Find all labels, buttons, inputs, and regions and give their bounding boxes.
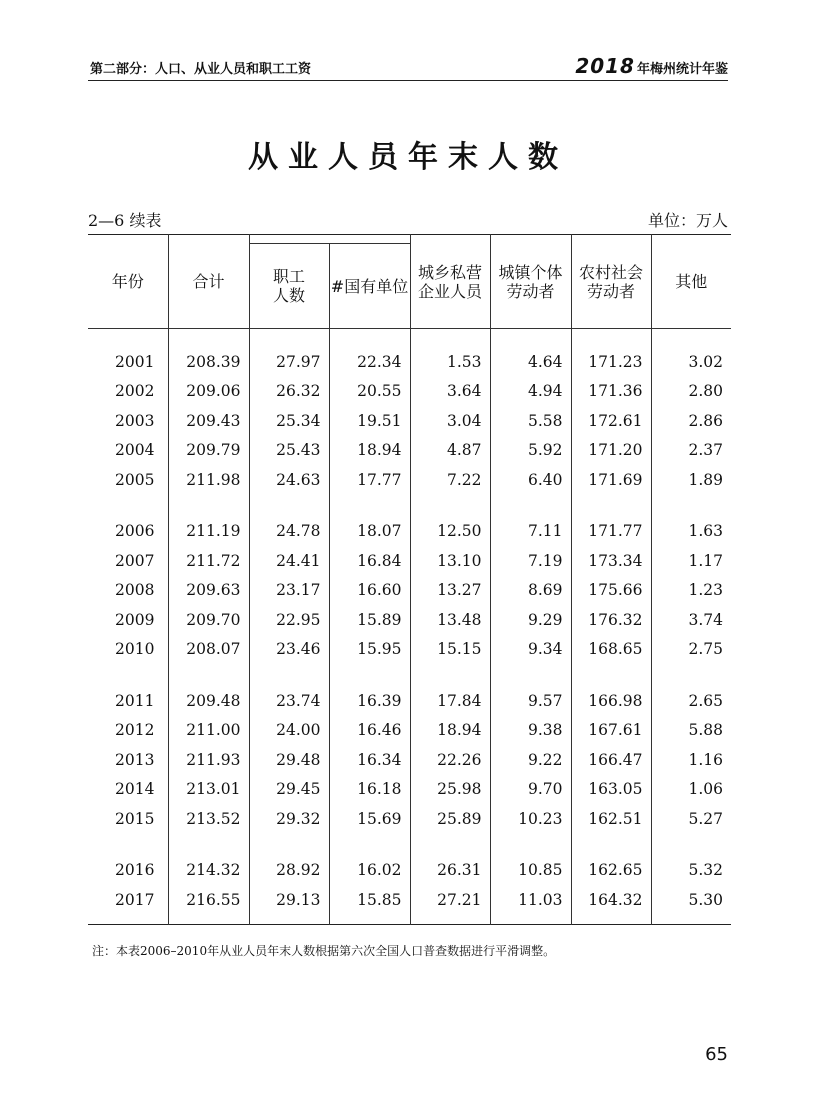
col-header-staff-line2: 人数 — [272, 286, 305, 305]
col-header-state: #国有单位 — [329, 244, 410, 329]
table-cell: 3.64 — [410, 377, 490, 407]
table-cell: 2.86 — [651, 406, 731, 436]
spacer-row — [88, 495, 731, 517]
col-header-individual-line2: 劳动者 — [506, 281, 555, 301]
table-cell: 172.61 — [571, 406, 651, 436]
table-cell: 24.63 — [249, 465, 329, 495]
col-header-private-line1: 城乡私营 — [417, 262, 482, 282]
table-cell: 5.92 — [490, 436, 571, 466]
table-cell: 1.06 — [651, 775, 731, 805]
col-header-year: 年份 — [111, 272, 144, 291]
table-cell: 209.70 — [168, 605, 249, 635]
table-cell: 8.69 — [490, 576, 571, 606]
table-cell: 1.23 — [651, 576, 731, 606]
table-cell: 13.48 — [410, 605, 490, 635]
table-body — [88, 329, 731, 925]
table-cell: 18.07 — [329, 517, 410, 547]
table-cell: 7.22 — [410, 465, 490, 495]
table-cell: 2.75 — [651, 635, 731, 665]
table-cell: 211.19 — [168, 517, 249, 547]
table-cell: 16.84 — [329, 546, 410, 576]
table-number: 2—6 续表 — [88, 211, 162, 230]
yearbook-name: 年梅州统计年鉴 — [636, 62, 728, 77]
table-row — [88, 605, 731, 635]
col-header-rural-line1: 农村社会 — [578, 262, 643, 282]
table-cell: 163.05 — [571, 775, 651, 805]
table-cell: 167.61 — [571, 716, 651, 746]
table-row — [88, 716, 731, 746]
table-cell: 16.02 — [329, 856, 410, 886]
table-cell: 1.17 — [651, 546, 731, 576]
table-row — [88, 576, 731, 606]
col-header-individual — [490, 235, 571, 329]
table-cell: 19.51 — [329, 406, 410, 436]
table-row — [88, 347, 731, 377]
table-cell: 9.22 — [490, 745, 571, 775]
table-cell: 24.41 — [249, 546, 329, 576]
table-cell: 13.10 — [410, 546, 490, 576]
table-cell: 211.98 — [168, 465, 249, 495]
table-cell: 171.23 — [571, 347, 651, 377]
row-year: 2001 — [115, 352, 155, 371]
col-header-staff-group — [249, 235, 410, 244]
table-row — [88, 406, 731, 436]
table-cell: 15.95 — [329, 635, 410, 665]
table-cell: 12.50 — [410, 517, 490, 547]
table-cell: 209.43 — [168, 406, 249, 436]
table-cell: 28.92 — [249, 856, 329, 886]
table-cell: 171.77 — [571, 517, 651, 547]
table-cell: 2.65 — [651, 686, 731, 716]
table-cell: 166.98 — [571, 686, 651, 716]
table-row — [88, 686, 731, 716]
table-cell: 16.39 — [329, 686, 410, 716]
spacer-row — [88, 329, 731, 348]
table-cell: 23.74 — [249, 686, 329, 716]
table-cell: 27.21 — [410, 885, 490, 915]
table-row — [88, 775, 731, 805]
col-header-individual-line1: 城镇个体 — [498, 262, 563, 282]
table-row — [88, 517, 731, 547]
table-cell: 162.65 — [571, 856, 651, 886]
table-cell: 213.52 — [168, 804, 249, 834]
row-year: 2007 — [115, 551, 155, 570]
table-cell: 171.69 — [571, 465, 651, 495]
table-cell: 3.02 — [651, 347, 731, 377]
table-cell: 211.72 — [168, 546, 249, 576]
table-cell: 29.45 — [249, 775, 329, 805]
row-year: 2013 — [115, 750, 155, 769]
row-year: 2006 — [115, 522, 155, 541]
table-cell: 209.06 — [168, 377, 249, 407]
row-year: 2009 — [115, 610, 155, 629]
table-cell: 15.69 — [329, 804, 410, 834]
table-cell: 9.34 — [490, 635, 571, 665]
page-title: 从业人员年末人数 — [248, 140, 568, 175]
table-cell: 16.18 — [329, 775, 410, 805]
table-unit: 单位：万人 — [647, 211, 728, 230]
table-cell: 211.00 — [168, 716, 249, 746]
spacer-row — [88, 834, 731, 856]
col-header-other: 其他 — [651, 235, 731, 329]
row-year: 2008 — [115, 581, 155, 600]
table-cell: 3.74 — [651, 605, 731, 635]
table-cell: 7.11 — [490, 517, 571, 547]
table-cell: 1.63 — [651, 517, 731, 547]
table-cell: 209.63 — [168, 576, 249, 606]
col-header-staff — [249, 244, 329, 329]
table-cell: 211.93 — [168, 745, 249, 775]
table-cell: 13.27 — [410, 576, 490, 606]
table-cell: 16.46 — [329, 716, 410, 746]
table-cell: 24.78 — [249, 517, 329, 547]
table-cell: 214.32 — [168, 856, 249, 886]
table-cell: 4.87 — [410, 436, 490, 466]
table-row — [88, 377, 731, 407]
table-cell: 20.55 — [329, 377, 410, 407]
table-cell: 9.57 — [490, 686, 571, 716]
table-cell: 208.07 — [168, 635, 249, 665]
table-cell: 209.48 — [168, 686, 249, 716]
row-year: 2003 — [115, 411, 155, 430]
table-cell: 213.01 — [168, 775, 249, 805]
table-cell: 209.79 — [168, 436, 249, 466]
col-header-private-line2: 企业人员 — [417, 281, 482, 301]
page-number: 65 — [705, 1044, 728, 1065]
table-cell: 5.30 — [651, 885, 731, 915]
table-cell: 27.97 — [249, 347, 329, 377]
table-cell: 22.95 — [249, 605, 329, 635]
row-year: 2004 — [115, 441, 155, 460]
table-cell: 26.32 — [249, 377, 329, 407]
table-cell: 18.94 — [410, 716, 490, 746]
table-cell: 24.00 — [249, 716, 329, 746]
row-year: 2016 — [115, 861, 155, 880]
table-cell: 168.65 — [571, 635, 651, 665]
row-year: 2012 — [115, 721, 155, 740]
table-cell: 4.94 — [490, 377, 571, 407]
col-header-total: 合计 — [168, 235, 249, 329]
table-row — [88, 885, 731, 915]
table-row — [88, 856, 731, 886]
table-cell: 23.17 — [249, 576, 329, 606]
table-cell: 176.32 — [571, 605, 651, 635]
row-year: 2014 — [115, 780, 155, 799]
table-cell: 25.98 — [410, 775, 490, 805]
table-cell: 171.36 — [571, 377, 651, 407]
table-cell: 171.20 — [571, 436, 651, 466]
table-row — [88, 804, 731, 834]
table-row — [88, 436, 731, 466]
table-note: 注：本表2006–2010年从业人员年末人数根据第六次全国人口普查数据进行平滑调整。 — [92, 944, 556, 958]
table-cell: 166.47 — [571, 745, 651, 775]
table-cell: 17.77 — [329, 465, 410, 495]
table-cell: 10.85 — [490, 856, 571, 886]
table-cell: 7.19 — [490, 546, 571, 576]
table-cell: 164.32 — [571, 885, 651, 915]
table-cell: 5.32 — [651, 856, 731, 886]
employment-table — [88, 234, 731, 925]
table-cell: 9.29 — [490, 605, 571, 635]
row-year: 2005 — [115, 470, 155, 489]
table-cell: 1.53 — [410, 347, 490, 377]
table-cell: 173.34 — [571, 546, 651, 576]
col-header-private — [410, 235, 490, 329]
table-cell: 1.89 — [651, 465, 731, 495]
table-cell: 15.85 — [329, 885, 410, 915]
row-year: 2011 — [115, 691, 155, 710]
table-row — [88, 546, 731, 576]
table-cell: 15.15 — [410, 635, 490, 665]
table-cell: 22.34 — [329, 347, 410, 377]
table-row — [88, 635, 731, 665]
table-cell: 208.39 — [168, 347, 249, 377]
table-cell: 6.40 — [490, 465, 571, 495]
col-header-staff-line1: 职工 — [272, 267, 305, 286]
table-cell: 4.64 — [490, 347, 571, 377]
table-cell: 2.80 — [651, 377, 731, 407]
section-title: 第二部分：人口、从业人员和职工工资 — [90, 62, 312, 77]
row-year: 2010 — [115, 640, 155, 659]
yearbook-year: 2018 — [575, 54, 635, 78]
table-cell: 175.66 — [571, 576, 651, 606]
table-cell: 162.51 — [571, 804, 651, 834]
table-cell: 29.32 — [249, 804, 329, 834]
table-cell: 15.89 — [329, 605, 410, 635]
spacer-row — [88, 664, 731, 686]
table-cell: 9.70 — [490, 775, 571, 805]
table-cell: 22.26 — [410, 745, 490, 775]
row-year: 2002 — [115, 382, 155, 401]
table-row — [88, 465, 731, 495]
table-cell: 3.04 — [410, 406, 490, 436]
table-cell: 17.84 — [410, 686, 490, 716]
table-cell: 5.88 — [651, 716, 731, 746]
table-cell: 25.43 — [249, 436, 329, 466]
table-cell: 16.60 — [329, 576, 410, 606]
table-cell: 25.34 — [249, 406, 329, 436]
row-year: 2015 — [115, 809, 155, 828]
table-cell: 5.58 — [490, 406, 571, 436]
table-cell: 16.34 — [329, 745, 410, 775]
table-cell: 1.16 — [651, 745, 731, 775]
table-cell: 29.48 — [249, 745, 329, 775]
table-cell: 10.23 — [490, 804, 571, 834]
col-header-rural-line2: 劳动者 — [586, 281, 635, 301]
table-cell: 18.94 — [329, 436, 410, 466]
table-cell: 26.31 — [410, 856, 490, 886]
table-cell: 25.89 — [410, 804, 490, 834]
table-cell: 5.27 — [651, 804, 731, 834]
col-header-rural — [571, 235, 651, 329]
table-cell: 11.03 — [490, 885, 571, 915]
table-cell: 29.13 — [249, 885, 329, 915]
table-cell: 9.38 — [490, 716, 571, 746]
row-year: 2017 — [115, 890, 155, 909]
table-caption-bar — [88, 208, 728, 234]
running-header — [88, 54, 728, 81]
table-cell: 216.55 — [168, 885, 249, 915]
spacer-row — [88, 915, 731, 925]
table-row — [88, 745, 731, 775]
table-cell: 2.37 — [651, 436, 731, 466]
yearbook-title — [575, 54, 728, 78]
table-cell: 23.46 — [249, 635, 329, 665]
